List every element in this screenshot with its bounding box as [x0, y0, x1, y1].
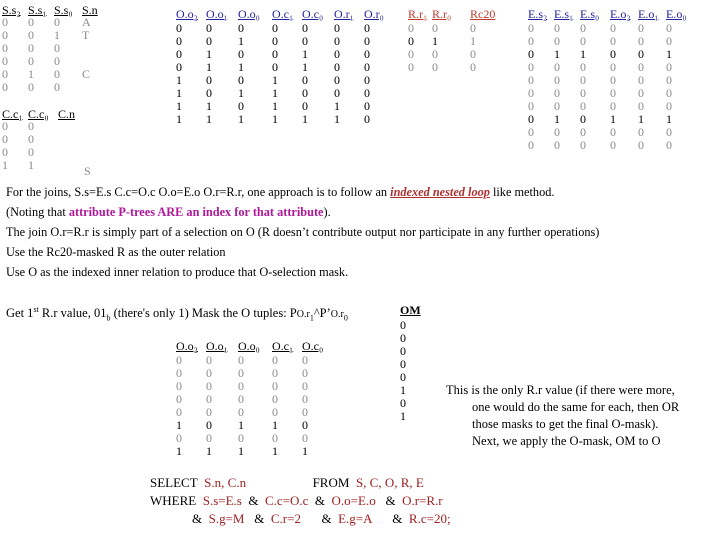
- o-table-cell: 0: [302, 99, 308, 113]
- c-table-cell: 0: [2, 119, 8, 133]
- o-sub-table-cell: 1: [206, 444, 212, 458]
- s-col-header: S.n: [82, 3, 98, 17]
- o-table-cell: 0: [272, 21, 278, 35]
- para-text: ).: [323, 205, 331, 219]
- para-line-5: Use O as the indexed inner relation to produce that O-selection mask.: [6, 265, 349, 279]
- e-table-cell: 0: [638, 21, 644, 35]
- s-table-cell: 0: [54, 67, 60, 81]
- o-table-cell: 0: [272, 47, 278, 61]
- o-sub-table-cell: 0: [206, 366, 212, 380]
- o-table-cell: 0: [206, 34, 212, 48]
- o-sub-table-cell: 0: [176, 353, 182, 367]
- r-table-cell: 0: [408, 21, 414, 35]
- sql-and: &: [192, 511, 203, 526]
- om-cell: 1: [400, 383, 406, 397]
- o-sub-table-col-header: O.o₂: [176, 339, 198, 353]
- get-text: ^P’: [313, 306, 331, 321]
- r-table-cell: 0: [408, 34, 414, 48]
- sql-select-line: [150, 474, 451, 492]
- sql-and: &: [321, 511, 332, 526]
- o-table-cell: 0: [334, 73, 340, 87]
- e-table-cell: 0: [610, 86, 616, 100]
- e-table-cell: 0: [554, 99, 560, 113]
- sql-select-columns: S.n, C.n: [204, 475, 247, 490]
- e-table-cell: 0: [666, 125, 672, 139]
- o-sub-table-cell: 1: [238, 444, 244, 458]
- s-table-cell: 0: [2, 54, 8, 68]
- o-sub-table-cell: 0: [272, 353, 278, 367]
- sql-keyword: WHERE: [150, 493, 197, 508]
- ptree-sub: 0: [343, 313, 348, 323]
- o-table-col-header: O.o₁: [206, 7, 228, 21]
- om-table: [400, 304, 421, 423]
- e-table-cell: 0: [610, 60, 616, 74]
- c-col-header: C.c₁: [2, 107, 23, 121]
- o-table-cell: 0: [238, 21, 244, 35]
- o-table-cell: 0: [238, 99, 244, 113]
- e-table-cell: 0: [580, 86, 586, 100]
- o-table-col-header: O.r₀: [364, 7, 384, 21]
- e-table-cell: 0: [666, 138, 672, 152]
- e-table-cell: 0: [580, 112, 586, 126]
- para-text: For the joins, S.s=E.s C.c=O.c O.o=E.o O.r=R.r, one approach is to follow an: [6, 185, 391, 199]
- o-table-col-header: O.c₁: [272, 7, 294, 21]
- r-table-cell: 0: [408, 47, 414, 61]
- om-cell: 1: [400, 409, 406, 423]
- c-table-cell: 0: [28, 132, 34, 146]
- para-line-3: The join O.r=R.r is simply part of a selection on O (R doesn’t contribute output nor participate in any further operations): [6, 225, 600, 239]
- e-table-cell: 0: [554, 73, 560, 87]
- o-sub-table-cell: 0: [206, 418, 212, 432]
- e-table-cell: 0: [528, 47, 534, 61]
- o-sub-table-col-header: O.c₀: [302, 339, 324, 353]
- get-text: Get 1: [6, 306, 34, 321]
- e-table-cell: 0: [666, 60, 672, 74]
- om-cell: 0: [400, 318, 406, 332]
- e-table-cell: 1: [580, 47, 586, 61]
- get-sub: b: [106, 313, 111, 323]
- para-text: like method.: [489, 185, 555, 199]
- c-table-cell: 0: [28, 119, 34, 133]
- e-table-cell: 0: [610, 125, 616, 139]
- om-cell: 0: [400, 357, 406, 371]
- e-table-cell: 0: [610, 73, 616, 87]
- o-table-cell: 0: [206, 86, 212, 100]
- om-header: OM: [400, 303, 421, 317]
- e-table-col-header: E.o₁: [638, 7, 659, 21]
- o-table-cell: 1: [176, 99, 182, 113]
- o-table-cell: 1: [176, 86, 182, 100]
- e-table-cell: 0: [528, 86, 534, 100]
- sql-and: &: [392, 511, 403, 526]
- o-table-cell: 0: [176, 47, 182, 61]
- o-sub-table-cell: 0: [302, 366, 308, 380]
- sql-condition: O.o=E.o: [331, 493, 376, 508]
- e-table-cell: 0: [528, 138, 534, 152]
- o-sub-table-cell: 0: [206, 379, 212, 393]
- c-table-cell: 0: [28, 145, 34, 159]
- note-box: [446, 382, 679, 450]
- o-table-cell: 0: [238, 73, 244, 87]
- o-table-cell: 0: [302, 34, 308, 48]
- o-table-cell: 1: [302, 47, 308, 61]
- r-table-cell: 1: [432, 34, 438, 48]
- o-table-cell: 1: [238, 34, 244, 48]
- o-table-col-header: O.c₀: [302, 7, 324, 21]
- para-line-1: [6, 182, 599, 202]
- e-table-cell: 1: [610, 112, 616, 126]
- sql-and: &: [248, 493, 259, 508]
- o-table-cell: 1: [334, 99, 340, 113]
- s-table-cell: C: [82, 67, 91, 81]
- c-table-cell: 1: [2, 158, 8, 172]
- e-table-cell: 0: [554, 86, 560, 100]
- om-cell: 0: [400, 370, 406, 384]
- e-table-cell: 0: [638, 125, 644, 139]
- r-table-cell: 0: [470, 47, 476, 61]
- r-table-cell: 0: [432, 47, 438, 61]
- o-table-cell: 1: [238, 86, 244, 100]
- o-table-cell: 0: [364, 60, 370, 74]
- o-table-cell: 0: [334, 47, 340, 61]
- s-table-cell: 0: [54, 80, 60, 94]
- ptree-name: O.r: [330, 309, 344, 321]
- s-table-cell: 0: [2, 15, 8, 29]
- o-sub-table-cell: 0: [272, 392, 278, 406]
- o-sub-table-cell: 0: [238, 366, 244, 380]
- o-table-cell: 0: [302, 73, 308, 87]
- note-line: Next, we apply the O-mask, OM to O: [472, 434, 661, 448]
- o-table-cell: 0: [302, 21, 308, 35]
- s-col-header: S.s₀: [54, 3, 73, 17]
- s-table-cell: T: [82, 28, 90, 42]
- e-table-cell: 0: [666, 34, 672, 48]
- sql-where-line: [150, 492, 451, 510]
- o-table-cell: 0: [364, 73, 370, 87]
- o-sub-table-cell: 1: [176, 444, 182, 458]
- e-table-col-header: E.s₀: [580, 7, 600, 21]
- ptree-sub: 1: [309, 313, 314, 323]
- e-table-cell: 1: [666, 112, 672, 126]
- e-table-cell: 0: [580, 138, 586, 152]
- e-table-cell: 0: [528, 125, 534, 139]
- o-sub-table-cell: 0: [302, 418, 308, 432]
- o-table-cell: 0: [334, 60, 340, 74]
- e-table-cell: 0: [638, 99, 644, 113]
- o-table-cell: 0: [176, 21, 182, 35]
- o-sub-table-cell: 0: [302, 392, 308, 406]
- e-table-col-header: E.s₂: [528, 7, 548, 21]
- c-col-header: C.n: [58, 107, 76, 121]
- o-table-cell: 1: [302, 112, 308, 126]
- r-table-cell: 1: [470, 34, 476, 48]
- o-sub-table-cell: 0: [206, 405, 212, 419]
- o-table-cell: 0: [238, 47, 244, 61]
- o-sub-table-cell: 0: [272, 431, 278, 445]
- o-table-cell: 0: [364, 112, 370, 126]
- ptree-name: O.r: [296, 309, 310, 321]
- o-table-cell: 1: [272, 99, 278, 113]
- sql-condition: S.s=E.s: [202, 493, 242, 508]
- e-table-cell: 0: [554, 21, 560, 35]
- e-table-cell: 0: [610, 138, 616, 152]
- sql-condition: R.c=20;: [408, 511, 451, 526]
- e-table-cell: 0: [638, 34, 644, 48]
- sql-from-tables: S, C, O, R, E: [355, 475, 424, 490]
- e-table-cell: 0: [580, 60, 586, 74]
- e-table-cell: 0: [554, 138, 560, 152]
- o-table-cell: 1: [238, 112, 244, 126]
- s-table-cell: 0: [54, 54, 60, 68]
- s-table-cell: 1: [28, 67, 34, 81]
- get-text: (there's only 1) Mask the O tuples: P: [110, 306, 297, 321]
- sql-where-line-2: [150, 510, 451, 528]
- e-table-cell: 0: [580, 21, 586, 35]
- c-table-cell: 0: [2, 145, 8, 159]
- o-sub-table-cell: 0: [238, 392, 244, 406]
- c-col-header: C.c₀: [28, 107, 49, 121]
- o-sub-table-col-header: O.o₁: [206, 339, 228, 353]
- om-cell: 0: [400, 331, 406, 345]
- para-line-2: [6, 202, 599, 222]
- e-table-cell: 0: [580, 34, 586, 48]
- sql-condition: E.g=A: [338, 511, 372, 526]
- e-table-cell: 1: [554, 112, 560, 126]
- o-sub-table-cell: 0: [176, 431, 182, 445]
- e-table-cell: 0: [666, 73, 672, 87]
- sql-condition: S.g=M: [208, 511, 245, 526]
- s-table-cell: 0: [2, 80, 8, 94]
- o-sub-table-cell: 0: [238, 431, 244, 445]
- e-table-cell: 0: [610, 47, 616, 61]
- o-sub-table-cell: 0: [272, 379, 278, 393]
- o-table-cell: 1: [206, 112, 212, 126]
- e-table-cell: 0: [610, 21, 616, 35]
- r-table-col-header: R.r₁: [408, 7, 428, 21]
- o-sub-table-cell: 0: [176, 366, 182, 380]
- highlight-indexed-nested-loop: indexed nested loop: [390, 185, 490, 199]
- sql-keyword: FROM: [312, 475, 350, 490]
- o-sub-table-cell: 0: [302, 405, 308, 419]
- r-table-cell: 0: [470, 60, 476, 74]
- e-table-cell: 0: [638, 138, 644, 152]
- o-table-cell: 1: [206, 47, 212, 61]
- e-table-cell: 0: [528, 73, 534, 87]
- e-table-cell: 0: [638, 73, 644, 87]
- e-table-cell: 0: [666, 99, 672, 113]
- para-line-4: Use the Rc20-masked R as the outer relation: [6, 245, 226, 259]
- o-sub-table-cell: 0: [238, 379, 244, 393]
- get-rvalue-line: [6, 305, 348, 323]
- get-text: R.r value, 01: [38, 306, 107, 321]
- o-table-cell: 0: [364, 47, 370, 61]
- e-table-cell: 0: [528, 99, 534, 113]
- o-table-cell: 0: [176, 60, 182, 74]
- e-table-cell: 0: [528, 34, 534, 48]
- om-cell: 0: [400, 344, 406, 358]
- s-table-cell: 0: [28, 54, 34, 68]
- e-table-cell: 0: [610, 34, 616, 48]
- c-table-cell: 1: [28, 158, 34, 172]
- o-sub-table-cell: 0: [176, 379, 182, 393]
- e-table-cell: 0: [638, 86, 644, 100]
- e-table-cell: 0: [554, 125, 560, 139]
- s-table-cell: 1: [54, 28, 60, 42]
- get-sup: st: [33, 305, 39, 314]
- e-table-cell: 0: [580, 99, 586, 113]
- sql-condition: O.r=R.r: [402, 493, 443, 508]
- o-table-col-header: O.o₂: [176, 7, 198, 21]
- o-table-cell: 0: [334, 86, 340, 100]
- s-table-cell: 0: [28, 80, 34, 94]
- o-table-cell: 0: [364, 21, 370, 35]
- s-table-cell: 0: [54, 41, 60, 55]
- o-sub-table-cell: 0: [206, 431, 212, 445]
- o-table-cell: 1: [176, 73, 182, 87]
- r-table-col-header: Rc20: [470, 7, 496, 21]
- sql-and: &: [385, 493, 396, 508]
- o-table-cell: 0: [206, 73, 212, 87]
- sql-query: [150, 474, 451, 528]
- para-text: (Noting that: [6, 205, 69, 219]
- r-table-cell: 0: [470, 21, 476, 35]
- sql-condition: C.c=O.c: [264, 493, 309, 508]
- note-line: This is the only R.r value (if there were more,: [446, 383, 675, 397]
- c-table-cell: S: [84, 164, 91, 178]
- e-table-cell: 0: [554, 34, 560, 48]
- e-table-col-header: E.o₀: [666, 7, 687, 21]
- o-sub-table-cell: 0: [176, 392, 182, 406]
- e-table-col-header: E.s₁: [554, 7, 574, 21]
- s-table-cell: 0: [28, 28, 34, 42]
- e-table-cell: 0: [580, 125, 586, 139]
- r-table-col-header: R.r₀: [432, 7, 452, 21]
- o-sub-table-cell: 0: [176, 405, 182, 419]
- o-sub-table-cell: 0: [302, 353, 308, 367]
- o-sub-table-cell: 1: [238, 418, 244, 432]
- c-table-cell: 0: [2, 132, 8, 146]
- o-table-cell: 0: [364, 86, 370, 100]
- o-sub-table-cell: 0: [302, 431, 308, 445]
- o-table-cell: 0: [334, 21, 340, 35]
- om-cell: 0: [400, 396, 406, 410]
- o-sub-table-cell: 0: [302, 379, 308, 393]
- s-table-cell: 0: [2, 41, 8, 55]
- r-table-cell: 0: [432, 60, 438, 74]
- sql-condition: C.r=2: [270, 511, 301, 526]
- o-sub-table-cell: 1: [272, 444, 278, 458]
- o-sub-table-cell: 0: [206, 353, 212, 367]
- s-table-cell: A: [82, 15, 91, 29]
- o-table-cell: 1: [272, 86, 278, 100]
- e-table-cell: 0: [554, 60, 560, 74]
- o-sub-table-cell: 1: [272, 418, 278, 432]
- e-table-cell: 1: [666, 47, 672, 61]
- o-table-cell: 0: [272, 34, 278, 48]
- o-table-cell: 1: [238, 60, 244, 74]
- e-table-cell: 0: [528, 60, 534, 74]
- o-table-cell: 1: [206, 60, 212, 74]
- o-table-cell: 0: [334, 34, 340, 48]
- o-table-cell: 0: [272, 60, 278, 74]
- explanation-paragraph: [6, 182, 599, 282]
- o-table-cell: 0: [206, 21, 212, 35]
- o-table-cell: 0: [176, 34, 182, 48]
- e-table-col-header: E.o₂: [610, 7, 631, 21]
- sql-and: &: [314, 493, 326, 508]
- e-table-cell: 0: [666, 86, 672, 100]
- e-table-cell: 0: [610, 99, 616, 113]
- o-sub-table-col-header: O.c₁: [272, 339, 294, 353]
- note-line: those masks to get the final O-mask).: [472, 417, 659, 431]
- o-table-cell: 1: [206, 99, 212, 113]
- e-table-cell: 1: [554, 47, 560, 61]
- o-sub-table-cell: 0: [272, 405, 278, 419]
- o-sub-table-cell: 0: [238, 353, 244, 367]
- e-table-cell: 0: [666, 21, 672, 35]
- s-table-cell: 0: [2, 67, 8, 81]
- r-table-cell: 0: [408, 60, 414, 74]
- s-table-cell: 0: [28, 15, 34, 29]
- e-table-cell: 0: [638, 60, 644, 74]
- r-table-cell: 0: [432, 21, 438, 35]
- e-table-cell: 0: [528, 21, 534, 35]
- o-table-col-header: O.o₀: [238, 7, 260, 21]
- o-sub-table-cell: 0: [206, 392, 212, 406]
- sql-keyword: SELECT: [150, 475, 198, 490]
- note-line: one would do the same for each, then OR: [472, 400, 680, 414]
- sql-and: &: [254, 511, 265, 526]
- o-sub-table-cell: 1: [302, 444, 308, 458]
- o-table-cell: 1: [272, 112, 278, 126]
- o-sub-table-cell: 0: [272, 366, 278, 380]
- o-sub-table-cell: 1: [176, 418, 182, 432]
- e-table-cell: 0: [528, 112, 534, 126]
- o-table-cell: 0: [302, 86, 308, 100]
- e-table-cell: 0: [638, 47, 644, 61]
- e-table-cell: 1: [638, 112, 644, 126]
- o-sub-table-cell: 0: [238, 405, 244, 419]
- o-table-col-header: O.r₁: [334, 7, 354, 21]
- o-sub-table-col-header: O.o₀: [238, 339, 260, 353]
- e-table-cell: 0: [580, 73, 586, 87]
- s-table-cell: 0: [2, 28, 8, 42]
- o-table-cell: 1: [176, 112, 182, 126]
- o-table-cell: 0: [364, 99, 370, 113]
- s-table-cell: 0: [54, 15, 60, 29]
- o-table-cell: 1: [334, 112, 340, 126]
- highlight-ptrees-index: attribute P-trees ARE an index for that attribute: [68, 205, 324, 219]
- o-table-cell: 1: [302, 60, 308, 74]
- s-table-cell: 0: [28, 41, 34, 55]
- o-table-cell: 0: [364, 34, 370, 48]
- s-col-header: S.s₁: [28, 3, 47, 17]
- o-table-cell: 1: [272, 73, 278, 87]
- s-col-header: S.s₂: [2, 3, 21, 17]
